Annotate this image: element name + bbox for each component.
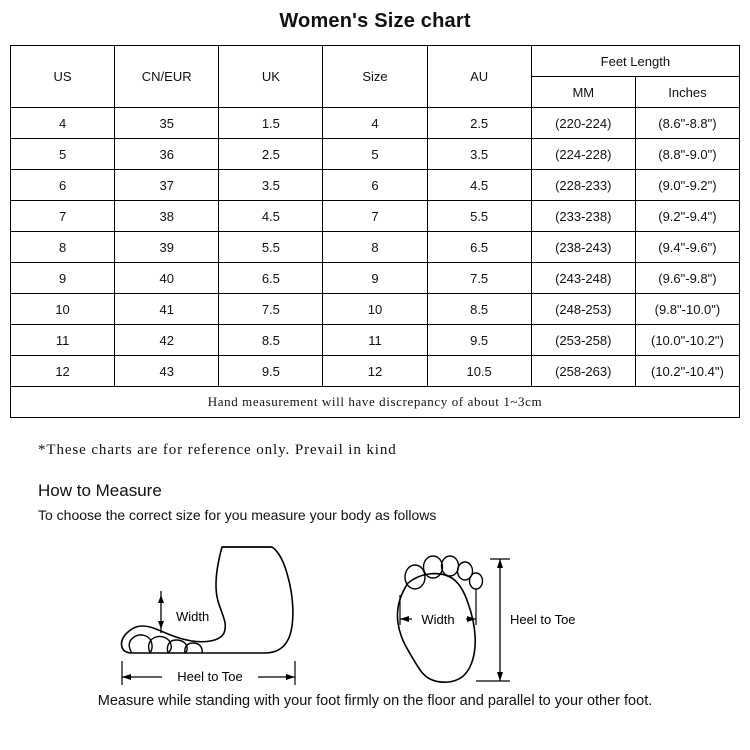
- cell-au: 7.5: [427, 263, 531, 294]
- cell-uk: 8.5: [219, 325, 323, 356]
- table-row: [11, 170, 740, 201]
- cell-cneur: 43: [115, 356, 219, 387]
- cell-mm: (220-224): [531, 108, 635, 139]
- cell-size: 4: [323, 108, 427, 139]
- side-view-heel-to-toe-label: Heel to Toe: [177, 669, 243, 684]
- table-row: [11, 263, 740, 294]
- cell-cneur: 42: [115, 325, 219, 356]
- cell-inches: (10.0"-10.2"): [635, 325, 739, 356]
- cell-inches: (9.8"-10.0"): [635, 294, 739, 325]
- page-title: Women's Size chart: [279, 10, 471, 32]
- cell-cneur: 38: [115, 201, 219, 232]
- column-header-au: AU: [427, 46, 531, 108]
- table-header: [11, 46, 740, 108]
- table-row: [11, 356, 740, 387]
- cell-size: 11: [323, 325, 427, 356]
- cell-us: 10: [11, 294, 115, 325]
- cell-inches: (9.6"-9.8"): [635, 263, 739, 294]
- cell-cneur: 39: [115, 232, 219, 263]
- table-row: [11, 201, 740, 232]
- column-header-size: Size: [323, 46, 427, 108]
- cell-au: 10.5: [427, 356, 531, 387]
- table-row: [11, 294, 740, 325]
- cell-mm: (243-248): [531, 263, 635, 294]
- how-to-measure-title: How to Measure: [38, 481, 162, 500]
- table-body: [11, 108, 740, 418]
- cell-au: 3.5: [427, 139, 531, 170]
- cell-us: 12: [11, 356, 115, 387]
- table-footer-note: Hand measurement will have discrepancy of about 1~3cm: [11, 387, 740, 418]
- cell-cneur: 40: [115, 263, 219, 294]
- side-view-width-label: Width: [176, 609, 210, 624]
- cell-inches: (8.6"-8.8"): [635, 108, 739, 139]
- cell-us: 9: [11, 263, 115, 294]
- cell-inches: (10.2"-10.4"): [635, 356, 739, 387]
- cell-au: 6.5: [427, 232, 531, 263]
- cell-us: 5: [11, 139, 115, 170]
- cell-size: 6: [323, 170, 427, 201]
- cell-uk: 7.5: [219, 294, 323, 325]
- cell-uk: 6.5: [219, 263, 323, 294]
- cell-au: 5.5: [427, 201, 531, 232]
- table-row: [11, 232, 740, 263]
- size-chart-table: [10, 45, 740, 418]
- top-view-width-label: Width: [421, 612, 455, 627]
- column-header-inches: Inches: [635, 77, 739, 108]
- cell-us: 4: [11, 108, 115, 139]
- cell-mm: (233-238): [531, 201, 635, 232]
- cell-size: 7: [323, 201, 427, 232]
- cell-inches: (9.2"-9.4"): [635, 201, 739, 232]
- top-view-foot-icon: [397, 556, 575, 682]
- table-row: [11, 139, 740, 170]
- reference-note: *These charts are for reference only. Prevail in kind: [38, 442, 397, 458]
- how-to-measure-subtitle: To choose the correct size for you measure your body as follows: [38, 507, 437, 523]
- top-view-heel-to-toe-label: Heel to Toe: [510, 612, 576, 627]
- cell-inches: (9.0"-9.2"): [635, 170, 739, 201]
- cell-uk: 9.5: [219, 356, 323, 387]
- cell-cneur: 37: [115, 170, 219, 201]
- cell-inches: (9.4"-9.6"): [635, 232, 739, 263]
- cell-mm: (253-258): [531, 325, 635, 356]
- cell-mm: (258-263): [531, 356, 635, 387]
- column-header-us: US: [11, 46, 115, 108]
- cell-cneur: 35: [115, 108, 219, 139]
- cell-au: 2.5: [427, 108, 531, 139]
- column-header-feet-length: Feet Length: [531, 46, 739, 77]
- table-header-row-1: [11, 46, 740, 77]
- cell-us: 8: [11, 232, 115, 263]
- cell-au: 9.5: [427, 325, 531, 356]
- column-header-mm: MM: [531, 77, 635, 108]
- foot-diagrams-svg: [10, 529, 750, 694]
- cell-au: 4.5: [427, 170, 531, 201]
- cell-size: 8: [323, 232, 427, 263]
- cell-size: 10: [323, 294, 427, 325]
- cell-uk: 3.5: [219, 170, 323, 201]
- cell-size: 5: [323, 139, 427, 170]
- cell-mm: (238-243): [531, 232, 635, 263]
- table-row: [11, 325, 740, 356]
- cell-inches: (8.8"-9.0"): [635, 139, 739, 170]
- side-view-foot-icon: [121, 547, 295, 685]
- cell-us: 11: [11, 325, 115, 356]
- cell-mm: (228-233): [531, 170, 635, 201]
- cell-size: 9: [323, 263, 427, 294]
- cell-cneur: 41: [115, 294, 219, 325]
- cell-uk: 2.5: [219, 139, 323, 170]
- cell-au: 8.5: [427, 294, 531, 325]
- cell-uk: 1.5: [219, 108, 323, 139]
- cell-cneur: 36: [115, 139, 219, 170]
- table-footer-row: [11, 387, 740, 418]
- cell-uk: 4.5: [219, 201, 323, 232]
- table-row: [11, 108, 740, 139]
- column-header-cneur: CN/EUR: [115, 46, 219, 108]
- cell-size: 12: [323, 356, 427, 387]
- cell-us: 7: [11, 201, 115, 232]
- cell-mm: (248-253): [531, 294, 635, 325]
- cell-us: 6: [11, 170, 115, 201]
- cell-uk: 5.5: [219, 232, 323, 263]
- cell-mm: (224-228): [531, 139, 635, 170]
- column-header-uk: UK: [219, 46, 323, 108]
- measurement-diagrams: [10, 529, 750, 689]
- footer-instruction: Measure while standing with your foot firmly on the floor and parallel to your other foot.: [97, 693, 653, 709]
